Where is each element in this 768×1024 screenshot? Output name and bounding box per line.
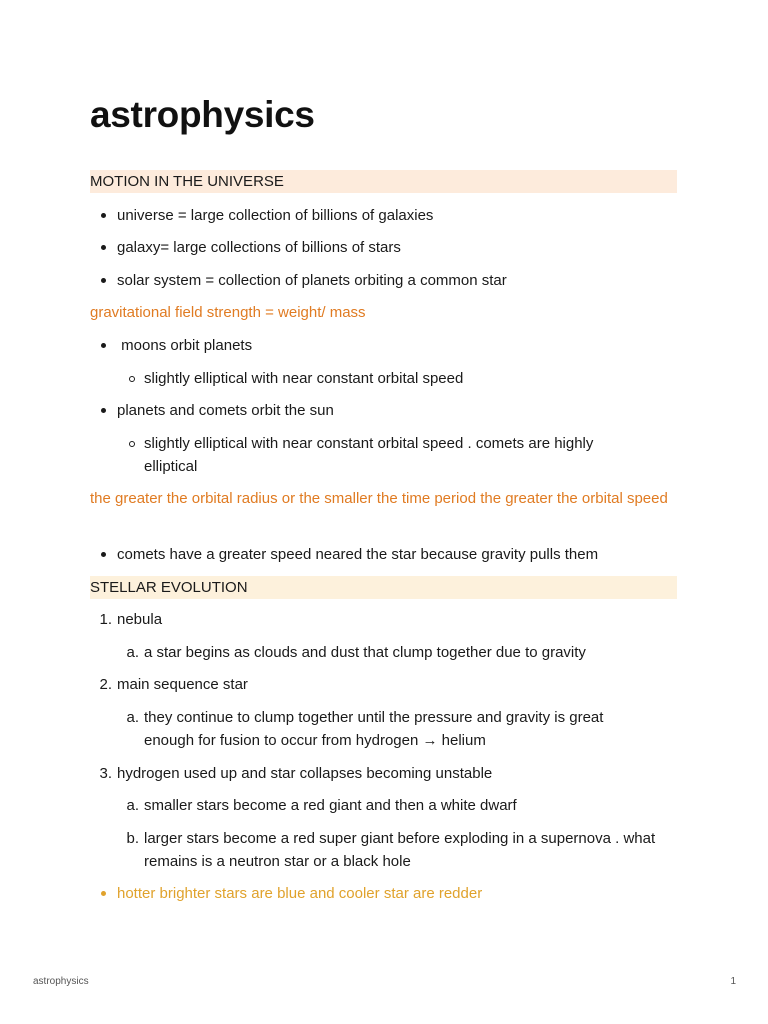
section-heading-motion: MOTION IN THE UNIVERSE: [90, 170, 677, 193]
bullet-item: [90, 543, 677, 566]
bullet-item: [90, 882, 677, 905]
bullet-text: universe = large collection of billions of galaxies: [117, 207, 434, 224]
bullet-item: [90, 399, 677, 422]
item-number: 2.: [99, 676, 112, 693]
highlighted-note: the greater the orbital radius or the smaller the time period the greater the orbital speed: [90, 490, 668, 507]
bullet-item: [90, 236, 677, 259]
section-heading-stellar: STELLAR EVOLUTION: [90, 576, 677, 599]
item-text: nebula: [117, 611, 163, 628]
bullet-item: [90, 269, 677, 292]
item-letter: b.: [126, 830, 139, 847]
item-letter: a.: [126, 797, 139, 814]
item-text: main sequence star: [117, 676, 248, 693]
bullet-item: [90, 334, 677, 357]
item-text: hydrogen used up and star collapses becoming unstable: [117, 765, 493, 782]
bullet-text: hotter brighter stars are blue and cooler star are redder: [117, 885, 483, 902]
item-letter: a.: [126, 644, 139, 661]
bullet-text: galaxy= large collections of billions of stars: [117, 239, 401, 256]
page-number: 1: [730, 976, 736, 987]
bullet-text: solar system = collection of planets orbiting a common star: [117, 272, 507, 289]
sub-bullet-item: [90, 432, 649, 478]
item-text: a star begins as clouds and dust that clump together due to gravity: [144, 644, 586, 661]
bullet-text: moons orbit planets: [117, 337, 253, 354]
bullet-text: planets and comets orbit the sun: [117, 402, 334, 419]
item-text: larger stars become a red super giant before exploding in a supernova . what remains is a neutron star or a black hole: [144, 830, 656, 870]
sub-bullet-item: [90, 367, 649, 390]
bullet-item: [90, 204, 677, 227]
page-title: astrophysics: [90, 94, 315, 135]
item-text: they continue to clump together until the pressure and gravity is great enough for fusion to occur from hydrogen → helium: [144, 709, 604, 749]
sub-bullet-text: slightly elliptical with near constant orbital speed: [144, 370, 464, 387]
item-number: 3.: [99, 765, 112, 782]
sub-bullet-text: slightly elliptical with near constant orbital speed . comets are highly elliptical: [144, 435, 594, 475]
item-letter: a.: [126, 709, 139, 726]
item-text: smaller stars become a red giant and then a white dwarf: [144, 797, 517, 814]
bullet-text: comets have a greater speed neared the star because gravity pulls them: [117, 546, 599, 563]
footer-title: astrophysics: [33, 976, 89, 987]
item-number: 1.: [99, 611, 112, 628]
highlighted-note: gravitational field strength = weight/ mass: [90, 304, 366, 321]
